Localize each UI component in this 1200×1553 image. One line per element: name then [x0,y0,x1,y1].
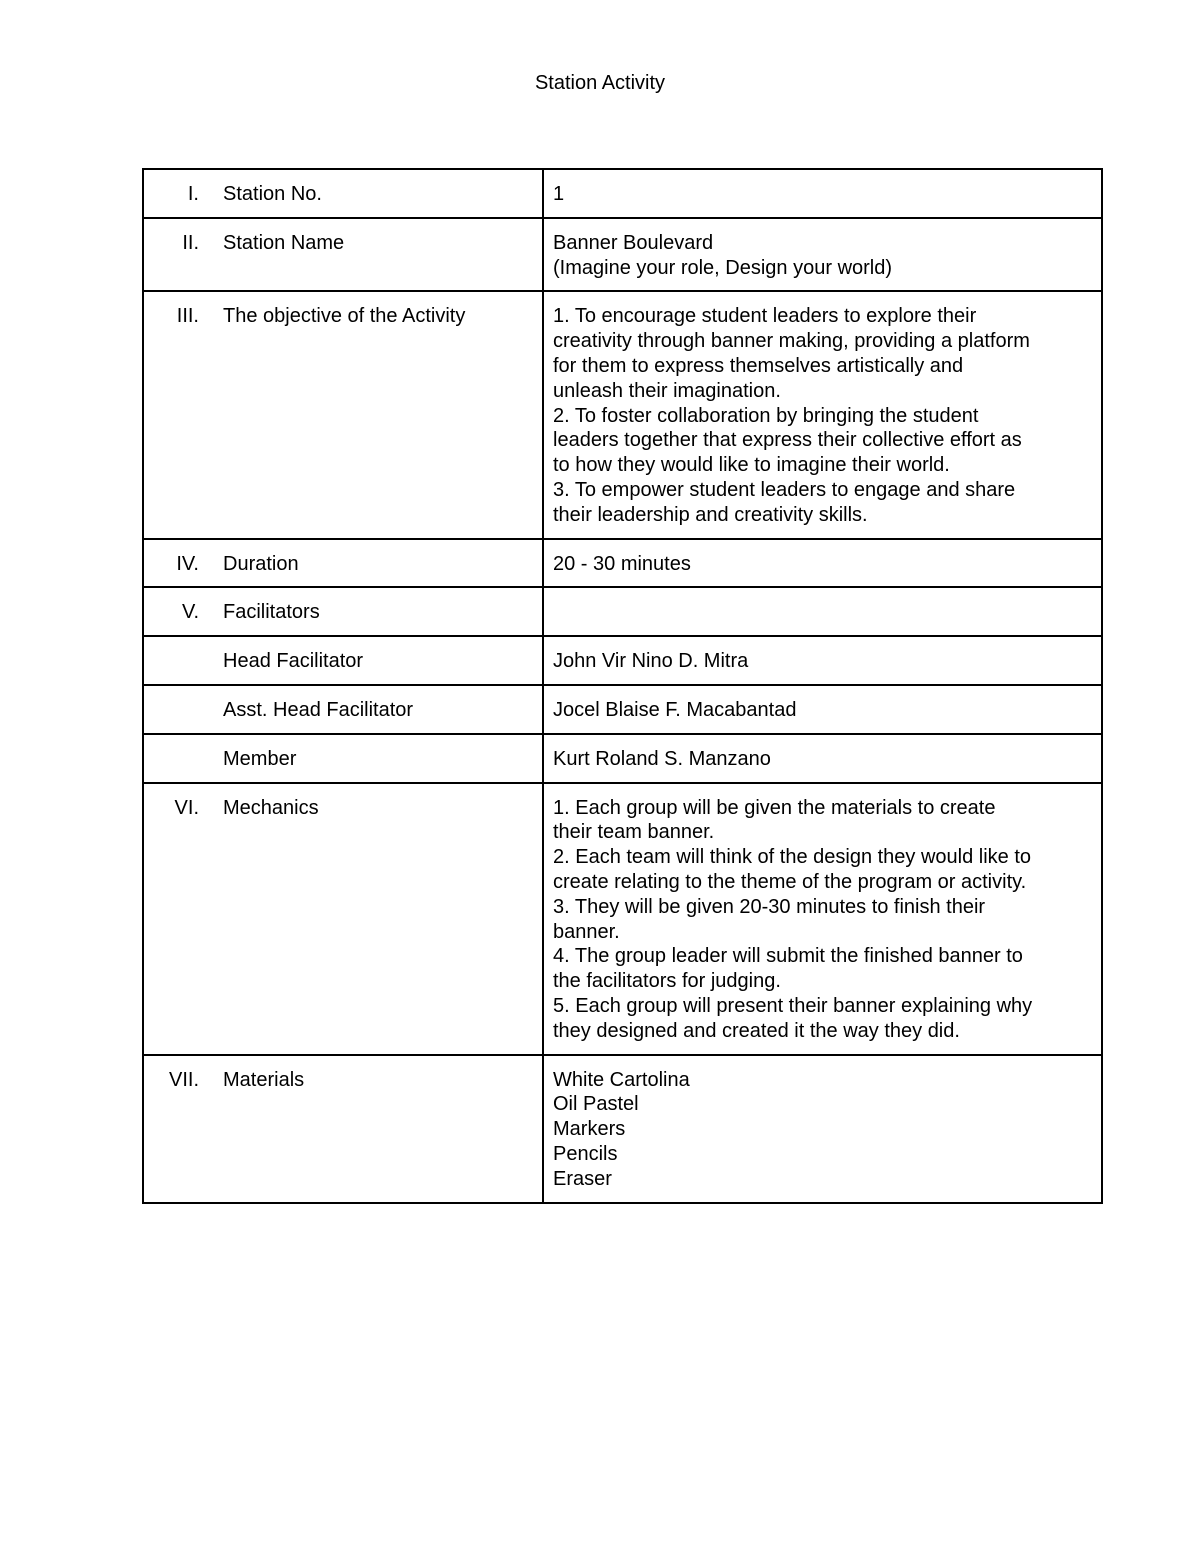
row-numeral: II. [182,231,199,254]
table-body [143,169,1102,1203]
row-label-cell [143,685,543,734]
row-numeral: VII. [168,1068,199,1091]
row-value-line: 20 - 30 minutes [553,552,691,575]
row-value-line: unleash their imagination. [553,379,781,402]
row-value-line: Kurt Roland S. Manzano [553,747,771,770]
table-row [143,1055,1102,1203]
row-value-line: (Imagine your role, Design your world) [553,256,893,279]
row-label-wrap [153,747,533,772]
row-label-wrap [153,796,533,821]
table-row [143,169,1102,218]
row-value-cell [543,783,1102,1055]
row-value-line: 1. To encourage student leaders to explore their [553,305,977,328]
row-label-wrap [153,304,533,329]
row-value-line: to how they would like to imagine their world. [553,454,950,477]
row-numeral: III. [176,305,199,328]
row-label-wrap [153,698,533,723]
table-row [143,218,1102,292]
row-label: Mechanics [223,796,319,819]
row-value-line: their leadership and creativity skills. [553,503,868,526]
row-label-cell [143,539,543,588]
row-value-line: leaders together that express their collective effort as [553,429,1022,452]
row-label: Materials [223,1068,305,1091]
row-value-line: banner. [553,920,620,943]
row-label: Duration [223,552,299,575]
row-value-line: Banner Boulevard [553,231,714,254]
row-label-cell [143,783,543,1055]
row-value-cell [543,291,1102,538]
row-numeral [153,747,199,772]
row-label: Facilitators [223,601,320,624]
row-numeral [153,698,199,723]
row-value-line: 2. Each team will think of the design they would like to [553,846,1032,869]
row-label: Station Name [223,231,345,254]
row-value-line: the facilitators for judging. [553,970,781,993]
row-value-cell [543,636,1102,685]
row-value-line: Oil Pastel [553,1093,639,1116]
row-value-line: 2. To foster collaboration by bringing the student [553,404,979,427]
row-label-cell [143,169,543,218]
empty-value [553,600,1092,625]
station-activity-table [142,168,1103,1204]
table-row [143,539,1102,588]
row-numeral: V. [181,601,199,624]
table-row [143,783,1102,1055]
row-numeral: IV. [176,552,199,575]
row-value-line: their team banner. [553,821,715,844]
row-label-cell [143,636,543,685]
row-value-line: create relating to the theme of the program or activity. [553,870,1027,893]
row-label-wrap [153,552,533,577]
row-label-wrap [153,600,533,625]
row-value-cell [543,539,1102,588]
row-value-line: 1 [553,183,565,205]
row-value-cell [543,218,1102,292]
row-label-cell [143,734,543,783]
row-label-wrap [153,1068,533,1093]
table-row [143,636,1102,685]
document-title: Station Activity [534,72,666,94]
row-value-line: Jocel Blaise F. Macabantad [553,698,797,721]
row-value-line: White Cartolina [553,1068,690,1091]
table-row [143,685,1102,734]
row-value-line: Markers [553,1118,626,1141]
row-label: The objective of the Activity [223,305,466,328]
table-row [143,291,1102,538]
row-value-cell [543,734,1102,783]
row-value-line: they designed and created it the way they did. [553,1019,960,1042]
row-label-wrap [153,182,533,207]
row-label: Station No. [223,183,322,205]
row-value-line: John Vir Nino D. Mitra [553,650,749,673]
row-label: Head Facilitator [223,650,364,673]
row-value-line: creativity through banner making, providing a platform [553,330,1030,353]
row-value-line: 1. Each group will be given the materials to create [553,796,996,819]
row-value-line: 4. The group leader will submit the finished banner to [553,945,1023,968]
row-value-cell [543,587,1102,636]
row-value-cell [543,1055,1102,1203]
row-label-cell [143,587,543,636]
table-row [143,587,1102,636]
row-label-cell [143,291,543,538]
table-row [143,734,1102,783]
row-label-wrap [153,231,533,256]
row-label-cell [143,218,543,292]
row-value-line: for them to express themselves artistically and [553,354,964,377]
row-value-line: 3. To empower student leaders to engage and share [553,478,1016,501]
row-label: Member [223,747,297,770]
row-value-line: Eraser [553,1167,612,1190]
row-value-cell [543,169,1102,218]
row-value-line: Pencils [553,1142,618,1165]
row-numeral: I. [187,183,199,205]
row-value-cell [543,685,1102,734]
row-numeral: VI. [174,796,199,819]
row-numeral [153,649,199,674]
row-value-line: 5. Each group will present their banner explaining why [553,994,1033,1017]
row-label: Asst. Head Facilitator [223,698,414,721]
row-value-line: 3. They will be given 20-30 minutes to finish their [553,895,986,918]
row-label-cell [143,1055,543,1203]
row-label-wrap [153,649,533,674]
